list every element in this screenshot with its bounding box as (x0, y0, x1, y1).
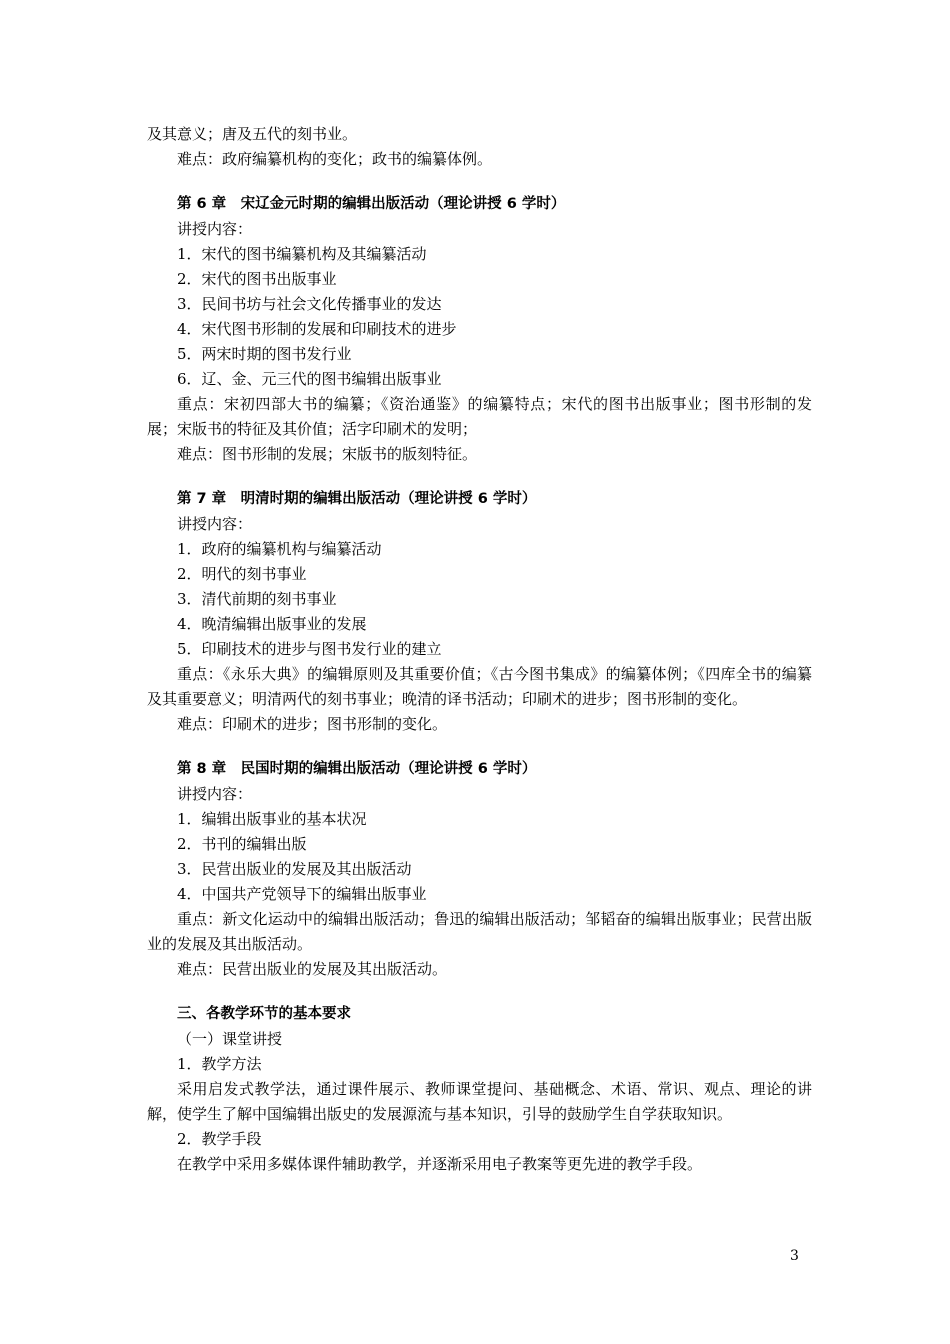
chapter7-key-points: 重点：《永乐大典》的编辑原则及其重要价值；《古今图书集成》的编纂体例；《四库全书的编纂及其重要意义；明清两代的刻书事业；晚清的译书活动；印刷术的进步；图书形制的变化。 (147, 665, 812, 708)
list-item: 3．清代前期的刻书事业 (177, 590, 337, 608)
list-item: 5．两宋时期的图书发行业 (177, 345, 352, 363)
list-item: 1．政府的编纂机构与编纂活动 (177, 540, 382, 558)
chapter6-difficulty: 难点：图书形制的发展；宋版书的版刻特征。 (177, 445, 478, 463)
chapter8-key-points: 重点：新文化运动中的编辑出版活动；鲁迅的编辑出版活动；邹韬奋的编辑出版事业；民营出版业的发展及其出版活动。 (147, 910, 812, 953)
list-item: 2．书刊的编辑出版 (177, 835, 307, 853)
teaching-means-title: 2．教学手段 (177, 1130, 262, 1148)
document-body (147, 122, 812, 1177)
list-item: 2．明代的刻书事业 (177, 565, 307, 583)
section3-title: 三、各教学环节的基本要求 (177, 1006, 351, 1022)
page-number: 3 (790, 1248, 799, 1264)
list-item: 4．宋代图书形制的发展和印刷技术的进步 (177, 320, 457, 338)
chapter8-difficulty: 难点：民营出版业的发展及其出版活动。 (177, 960, 448, 978)
list-item: 1．宋代的图书编纂机构及其编纂活动 (177, 245, 427, 263)
list-item: 2．宋代的图书出版事业 (177, 270, 337, 288)
chapter6-content-label: 讲授内容： (177, 220, 253, 238)
chapter5-difficulty: 难点：政府编纂机构的变化；政书的编纂体例。 (177, 150, 493, 168)
teaching-method-title: 1．教学方法 (177, 1055, 262, 1073)
chapter7-difficulty: 难点：印刷术的进步；图书形制的变化。 (177, 715, 448, 733)
list-item: 3．民营出版业的发展及其出版活动 (177, 860, 412, 878)
list-item: 3．民间书坊与社会文化传播事业的发达 (177, 295, 442, 313)
teaching-means-text: 在教学中采用多媒体课件辅助教学，并逐渐采用电子教案等更先进的教学手段。 (177, 1155, 703, 1173)
chapter6-key-points: 重点：宋初四部大书的编纂；《资治通鉴》的编纂特点；宋代的图书出版事业；图书形制的发展；宋版书的特征及其价值；活字印刷术的发明； (147, 395, 812, 438)
chapter7-content-label: 讲授内容： (177, 515, 253, 533)
chapter6-title: 第 6 章 宋辽金元时期的编辑出版活动（理论讲授 6 学时） (177, 196, 566, 212)
chapter7-title: 第 7 章 明清时期的编辑出版活动（理论讲授 6 学时） (177, 491, 537, 507)
teaching-method-text: 采用启发式教学法，通过课件展示、教师课堂提问、基础概念、术语、常识、观点、理论的讲解，使学生了解中国编辑出版史的发展源流与基本知识，引导的鼓励学生自学获取知识。 (147, 1080, 812, 1123)
section3-subheading: （一）课堂讲授 (177, 1030, 283, 1048)
list-item: 1．编辑出版事业的基本状况 (177, 810, 367, 828)
list-item: 5．印刷技术的进步与图书发行业的建立 (177, 640, 442, 658)
chapter8-content-label: 讲授内容： (177, 785, 253, 803)
list-item: 4．中国共产党领导下的编辑出版事业 (177, 885, 427, 903)
list-item: 4．晚清编辑出版事业的发展 (177, 615, 367, 633)
chapter8-title: 第 8 章 民国时期的编辑出版活动（理论讲授 6 学时） (177, 761, 537, 777)
intro-line: 及其意义；唐及五代的刻书业。 (147, 125, 358, 143)
list-item: 6．辽、金、元三代的图书编辑出版事业 (177, 370, 442, 388)
